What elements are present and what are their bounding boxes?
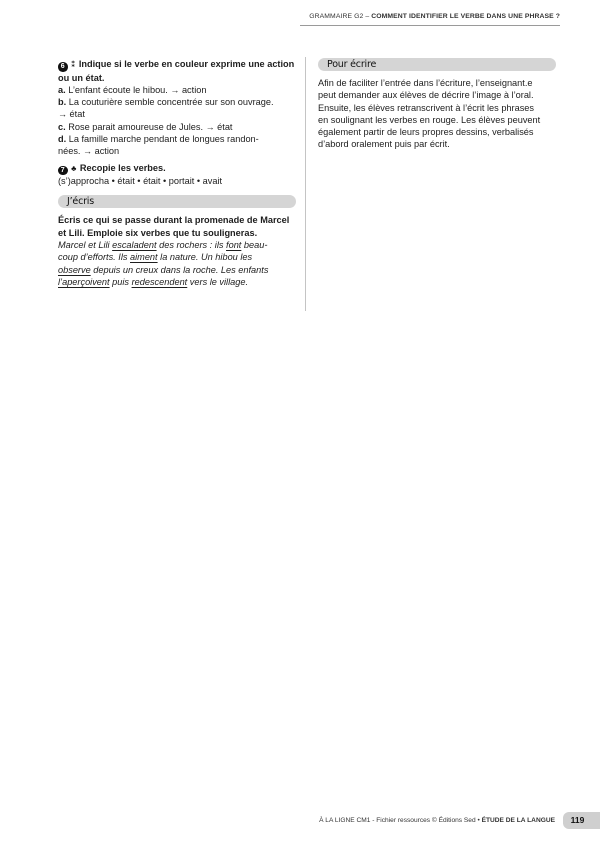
jecris-tab-label: J’écris <box>67 196 94 208</box>
exercise-7-instruction: 7 ♣ Recopie les verbes. <box>58 162 296 176</box>
pour-ecrire-tab-label: Pour écrire <box>327 59 377 70</box>
exercise-6-item-b: b. La couturière semble concentrée sur son ouvrage. → état <box>58 97 274 120</box>
header-title: COMMENT IDENTIFIER LE VERBE DANS UNE PHRASE ? <box>371 13 560 20</box>
page-number: 119 <box>570 815 585 825</box>
header-rule <box>300 25 560 26</box>
exercise-6-instruction: 6 ⁑ Indique si le verbe en couleur exprime une action ou un état. <box>58 59 295 83</box>
pour-ecrire-line: Ensuite, les élèves retranscrivent à l’écrit les phrases <box>318 102 535 113</box>
left-column <box>58 58 296 288</box>
underlined-verb: observe <box>58 264 91 275</box>
right-column <box>318 58 556 151</box>
exercise-7-number: 7 <box>58 166 68 176</box>
club-icon: ♣ <box>71 163 77 173</box>
diamond-pair-icon: ⁑ <box>71 60 76 69</box>
underlined-verb: l’aperçoivent <box>58 276 110 287</box>
pour-ecrire-line: Afin de faciliter l’entrée dans l’écriture, l’enseignant.e <box>318 78 533 88</box>
exercise-6-item-a: a. L’enfant écoute le hibou. → action <box>58 84 207 95</box>
underlined-verb: redescendent <box>131 276 188 287</box>
exercise-7-answer: (s’)approcha • était • était • portait • avait <box>58 176 223 187</box>
running-header <box>309 13 560 20</box>
underlined-verb: escaladent <box>112 239 157 250</box>
pour-ecrire-text <box>318 77 556 151</box>
jecris-section-tab <box>58 195 296 208</box>
exercise-6-item-c: c. Rose parait amoureuse de Jules. → état <box>58 121 233 132</box>
arrow-icon: → <box>170 84 180 95</box>
footer-source: À LA LIGNE CM1 - Fichier ressources © Éditions Sed • <box>319 817 482 824</box>
arrow-icon: → <box>205 121 215 132</box>
footer-section: ÉTUDE DE LA LANGUE <box>481 817 555 824</box>
pour-ecrire-line: peut demander aux élèves de décrire l’image à l’oral. <box>318 90 534 101</box>
exercise-6-number: 6 <box>58 62 68 72</box>
page-number-tab <box>563 812 600 829</box>
exercise-6-item-d: d. La famille marche pendant de longues randon- nées. → action <box>58 133 259 157</box>
pour-ecrire-line: d’abord oralement puis par écrit. <box>318 139 450 150</box>
column-divider <box>305 57 306 311</box>
arrow-icon: → <box>83 146 93 157</box>
jecris-answer: Marcel et Lili escaladent des rochers : ils font beau- coup d’efforts. Ils aiment la nature. Un hibou les observe depuis un creux dans la roche. Les enfants l’aperçoivent puis redescendent vers le village. <box>58 239 269 287</box>
underlined-verb: font <box>226 239 242 250</box>
underlined-verb: aiment <box>130 252 158 263</box>
header-separator: – <box>363 13 372 20</box>
footer <box>319 817 555 824</box>
jecris-instruction: Écris ce qui se passe durant la promenade de Marcel et Lili. Emploie six verbes que tu souligneras. <box>58 215 290 238</box>
pour-ecrire-section-tab <box>318 58 556 71</box>
pour-ecrire-line: en soulignant les verbes en rouge. Les élèves peuvent <box>318 114 541 125</box>
pour-ecrire-line: également partir de leurs propres dessins, verbalisés <box>318 127 534 138</box>
arrow-icon: → <box>58 109 67 120</box>
header-subject: GRAMMAIRE G2 <box>309 13 364 20</box>
